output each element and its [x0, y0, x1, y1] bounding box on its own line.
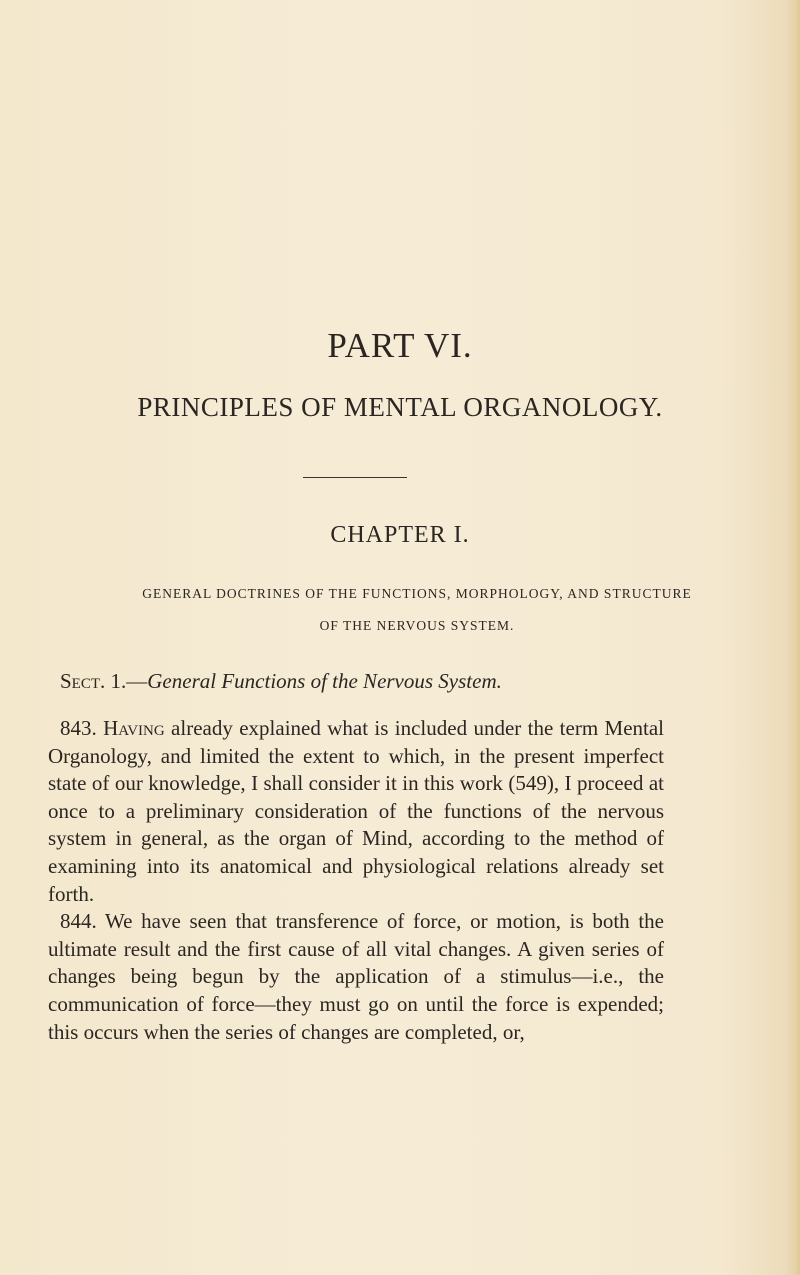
chapter-subtitle: GENERAL DOCTRINES OF THE FUNCTIONS, MORPHOLOGY, AND STRUCTURE OF THE NERVOUS SYSTEM.: [142, 586, 692, 633]
section-dash: —: [126, 669, 148, 693]
page-edge: [786, 0, 800, 1275]
paragraph-text: already explained what is included under the term Mental Organology, and limited the extent to which, in the present imperfect state of our knowledge, I shall consider it in this work (549), I proceed at once to a preliminary consideration of the functions of the nervous system in general, as the organ of Mind, according to the method of examining into its anatomical and physiological relations already set forth.: [48, 716, 665, 906]
divider-rule: [303, 477, 407, 478]
part-title: PART VI.: [327, 326, 473, 365]
section-heading: [60, 669, 502, 694]
book-title: PRINCIPLES OF MENTAL ORGANOLOGY.: [137, 392, 663, 422]
body-text: [48, 715, 664, 1046]
paragraph-number: 844.: [60, 909, 97, 934]
paragraph-lead-word: Having: [103, 716, 165, 740]
paragraph-844: [48, 908, 664, 1046]
section-title: General Functions of the Nervous System.: [147, 669, 502, 693]
paragraph-text: We have seen that transference of force, or motion, is both the ultimate result and the first cause of all vital changes. A given series of changes being begun by the application of a stimulus—i.e., the communication of force—they must go on until the force is expended; this occurs when the series of changes are completed, or,: [48, 909, 664, 1044]
paragraph-number: 843.: [60, 716, 97, 740]
chapter-title: CHAPTER I.: [330, 522, 470, 548]
section-label: Sect. 1.: [60, 669, 127, 693]
paragraph-843: [48, 715, 664, 908]
